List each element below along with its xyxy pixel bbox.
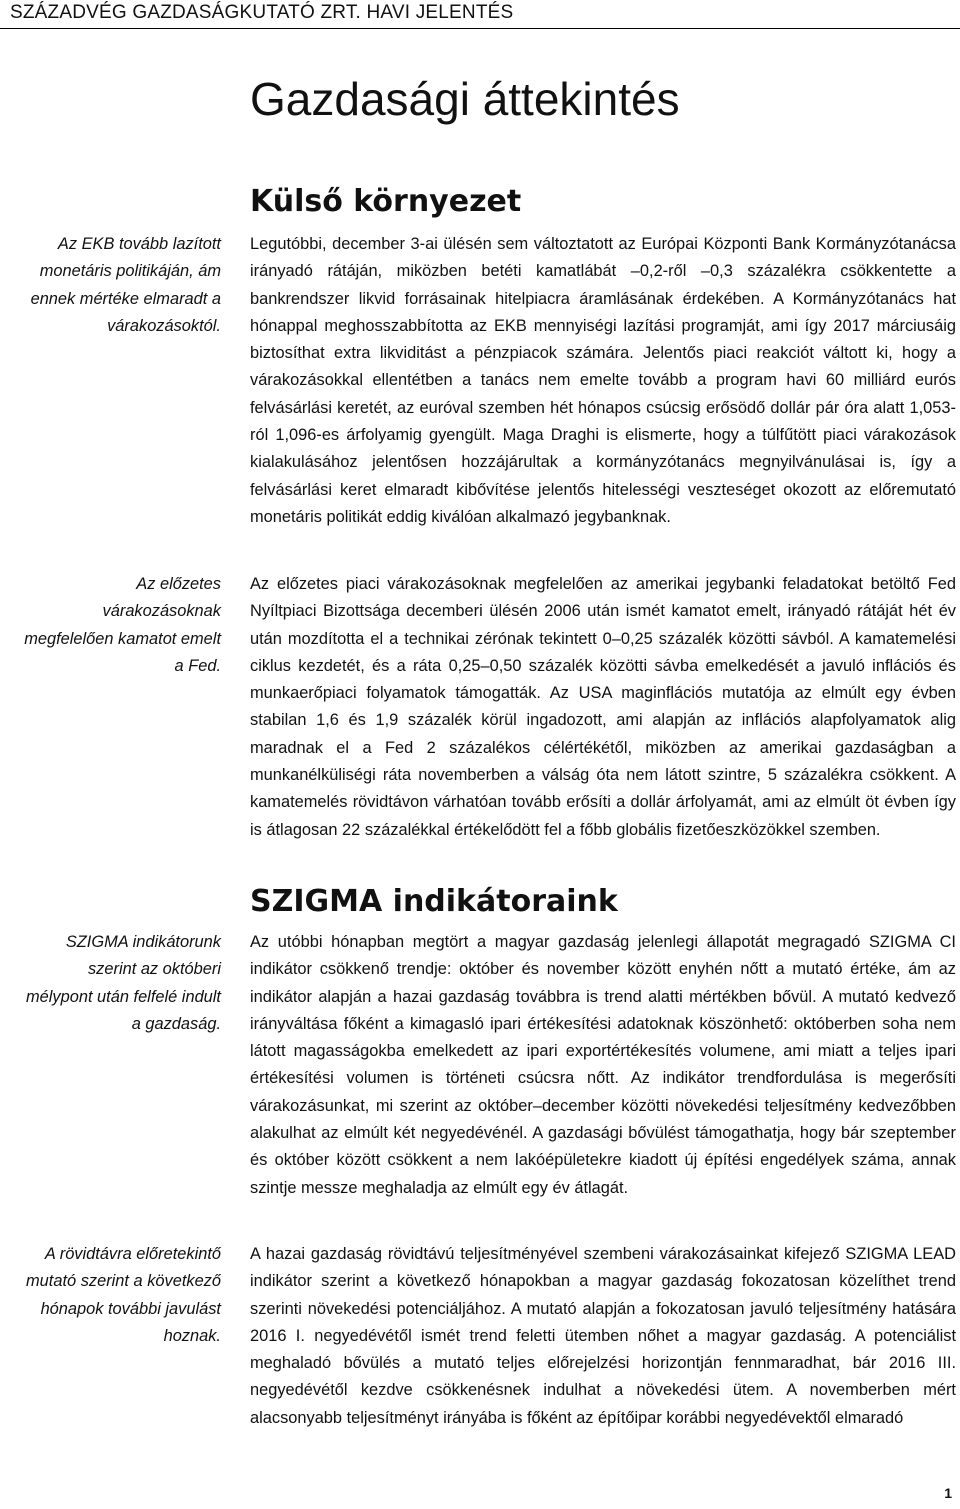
page-title: Gazdasági áttekintés (250, 73, 680, 125)
section-heading-kulso-kornyezet: Külső környezet (250, 184, 522, 219)
side-note-szigma-ci: SZIGMA indikátorunk szerint az októberi mélypont után felfelé indult a gazdaság. (26, 933, 221, 1033)
paragraph-ekb: Legutóbbi, december 3-ai ülésén sem változtatott az Európai Központi Bank Kormányzótanácsa irányadó rátáján, miközben betéti kamatlábát –0,2-ről –0,3 százalékra csökkentette a bankrendszer likvid forrásainak hitelpiacra áramlásának érdekében. A Kormányzótanács hat hónappal meghosszabbította az EKB mennyiségi lazítási programját, ami így 2017 márciusáig biztosíthat extra likviditást a pénzpiacok számára. Jelentős piaci reakciót váltott ki, hogy a várakozásokkal ellentétben a tanács nem emelte tovább a program havi 60 milliárd eurós felvásárlási keretét, az euróval szemben hét hónapos csúcsig erősödő dollár pár óra alatt 1,053-ról 1,096-es árfolyamig gyengült. Maga Draghi is elismerte, hogy a túlfűtött piaci várakozások kialakulásához jelentősen hozzájárultak a kormányzótanács megnyilvánulásai is, így a felvásárlási keret elmaradt kibővítése jelentős hitelességi veszteséget okozott az előremutató monetáris politikát eddig kiválóan alkalmazó jegybanknak. (250, 235, 956, 526)
side-note-fed: Az előzetes várakozásoknak megfelelően kamatot emelt a Fed. (24, 575, 221, 675)
section-heading-szigma-indikatoraink: SZIGMA indikátoraink (250, 884, 618, 919)
paragraph-szigma-lead: A hazai gazdaság rövidtávú teljesítményével szembeni várakozásainkat kifejező SZIGMA LEAD indikátor szerint a következő hónapokban a magyar gazdaság fokozatosan közelíthet trend szerinti növekedési potenciáljához. A mutató alapján a fokozatosan javuló teljesítmény hatására 2016 I. negyedévétől ismét trend feletti ütemben nőhet a magyar gazdaság. A potenciálist meghaladó bővülés a mutató teljes előrejelzési horizontján fennmaradhat, bár 2016 III. negyedévétől kezdve csökkenésnek indulhat a növekedési ütem. A novemberben mért alacsonyabb teljesítményt irányába is főként az építőipar korábbi negyedévektől elmaradó (250, 1245, 956, 1427)
running-header (0, 0, 960, 29)
side-note-ekb: Az EKB tovább lazított monetáris politikáján, ám ennek mértéke elmaradt a várakozásoktól. (30, 235, 221, 335)
paragraph-fed: Az előzetes piaci várakozásoknak megfelelően az amerikai jegybanki feladatokat betöltő Fed Nyíltpiaci Bizottsága decemberi ülésén 2006 után ismét kamatot emelt, irányadó rátáját hét év után mozdította el a technikai zérónak tekintett 0–0,25 százalék közötti sávból. A kamatemelési ciklus kezdetét, és a ráta 0,25–0,50 százalék közötti sávba emelkedését a javuló inflációs és munkaerőpiaci folyamatok támogatták. Az USA maginflációs mutatója az elmúlt egy évben stabilan 1,6 és 1,9 százalék körül ingadozott, ami alapján az inflációs alapfolyamatok alig maradnak el a Fed 2 százalékos célértékétől, miközben az amerikai gazdaságban a munkanélküliségi ráta novemberben a válság óta nem látott szintre, 5 százalékra csökkent. A kamatemelés rövidtávon várhatóan tovább erősíti a dollár árfolyamát, ami az elmúlt öt évben így is átlagosan 22 százalékkal értékelődött fel a főbb globális fizetőeszközökkel szemben. (250, 575, 956, 839)
page-number: 1 (944, 1485, 952, 1501)
side-note-szigma-lead: A rövidtávra előretekintő mutató szerint a következő hónapok további javulást hoznak. (26, 1245, 221, 1345)
header-text: SZÁZADVÉG GAZDASÁGKUTATÓ ZRT. HAVI JELENTÉS (10, 2, 514, 23)
paragraph-szigma-ci: Az utóbbi hónapban megtört a magyar gazdaság jelenlegi állapotát megragadó SZIGMA CI indikátor csökkenő trendje: október és november között enyhén nőtt a mutató értéke, ám az indikátor alapján a hazai gazdaság továbbra is trend alatti mértékben bővül. A mutató kedvező irányváltása főként a kimagasló ipari értékesítési adatoknak köszönhető: októberben soha nem látott magasságokba emelkedett az ipari exportértékesítés volumene, ami miatt a teljes ipari értékesítési volumen is történeti csúcsra nőtt. Az indikátor trendfordulása is megerősíti várakozásunkat, mi szerint az október–december közötti növekedési teljesítmény kedvezőbben alakulhat az elmúlt két negyedévénél. A gazdasági bővülést támogathatja, hogy bár szeptember és október között csökkent a nem lakóépületekre kiadott új építési engedélyek száma, annak szintje messze meghaladja az elmúlt egy év átlagát. (250, 933, 956, 1197)
